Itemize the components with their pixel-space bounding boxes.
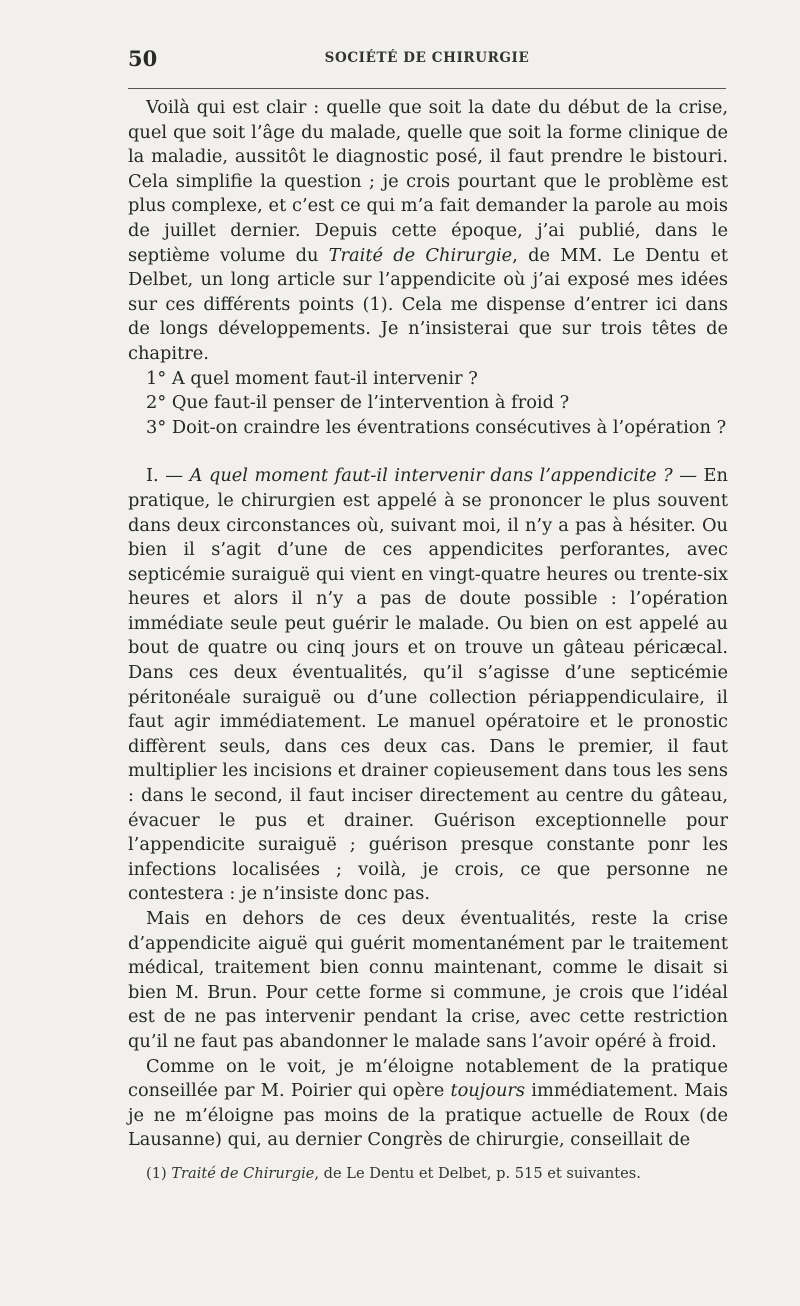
page-number: 50 — [128, 46, 158, 71]
emphasis: toujours — [450, 1080, 526, 1102]
paragraph-4: Comme on le voit, je m’éloigne notablement de la pratique conseillée par M. Poirier qui opère toujours immédiatement. Mais je ne m’éloigne pas moins de la pratique actuelle de Roux (de Lausanne) qui, au dernier Congrès de chirurgie, conseillait de — [128, 1055, 728, 1151]
book-title: Traité de Chirurgie — [328, 244, 513, 266]
paragraph-intro: Voilà qui est clair : quelle que soit la date du début de la crise, quel que soit l’âge du malade, quelle que soit la forme clinique de la maladie, aussitôt le diagnostic posé, il faut prendre le bistouri. Cela simplifie la question ; je crois pourtant que le problème est plus complexe, et c’est ce qui m’a fait demander la parole au mois de juillet dernier. Depuis cette époque, j’ai publié, dans le septième volume du Traité de Chirurgie, de MM. Le Dentu et Delbet, un long article sur l’appendicite où j’ai exposé mes idées sur ces différents points (1). Cela me dispense d’entrer ici dans de longs développements. Je n’insisterai que sur trois têtes de chapitre. — [128, 97, 728, 364]
section-one: I. — A quel moment faut-il intervenir dans l’appendicite ? — En pratique, le chirurgien est appelé à se prononcer le plus souvent dans deux circonstances où, suivant moi, il n’y a pas à hésiter. Ou bien il s’agit d’une de ces appendicites perforantes, avec septicémie suraiguë qui vient en vingt-quatre heures ou trente-six heures et alors il n’y a pas de doute possible : l’opération immédiate seule peut guérir le malade. Ou bien on est appelé au bout de quatre ou cinq jours et on trouve un gâteau péricæcal. Dans ces deux éventualités, qu’il s’agisse d’une septicémie péritonéale suraiguë ou d’une collection périappendiculaire, il faut agir immédiatement. Le manuel opératoire et le pronostic diffèrent seuls, dans ces deux cas. Dans le premier, il faut multiplier les incisions et drainer copieusement dans tous les sens : dans le second, il faut inciser directement au centre du gâteau, évacuer le pus et drainer. Guérison exceptionnelle pour l’appendicite suraiguë ; guérison presque constante ponr les infections localisées ; voilà, je crois, ce que personne ne contestera : je n’insiste donc pas. — [128, 465, 728, 905]
footnote-title: Traité de Chirurgie — [171, 1165, 315, 1182]
header-rule — [128, 88, 726, 89]
list-item: 2° Que faut-il penser de l’intervention à froid ? — [146, 392, 570, 414]
body-text — [128, 96, 728, 1153]
page-header — [128, 44, 726, 76]
footnote: (1) Traité de Chirurgie, de Le Dentu et Delbet, p. 515 et suivantes. — [146, 1165, 641, 1182]
section-heading: A quel moment faut-il intervenir dans l’appendicite ? — [189, 465, 673, 487]
running-head: SOCIÉTÉ DE CHIRURGIE — [324, 50, 530, 66]
list-item: 3° Doit-on craindre les éventrations consécutives à l’opération ? — [146, 416, 727, 438]
list-item: 1° A quel moment faut-il intervenir ? — [146, 367, 478, 389]
paragraph-3: Mais en dehors de ces deux éventualités, reste la crise d’appendicite aiguë qui guérit momentanément par le traitement médical, traitement bien connu maintenant, comme le disait si bien M. Brun. Pour cette forme si commune, je crois que l’idéal est de ne pas intervenir pendant la crise, avec cette restriction qu’il ne faut pas abandonner le malade sans l’avoir opéré à froid. — [128, 908, 728, 1052]
